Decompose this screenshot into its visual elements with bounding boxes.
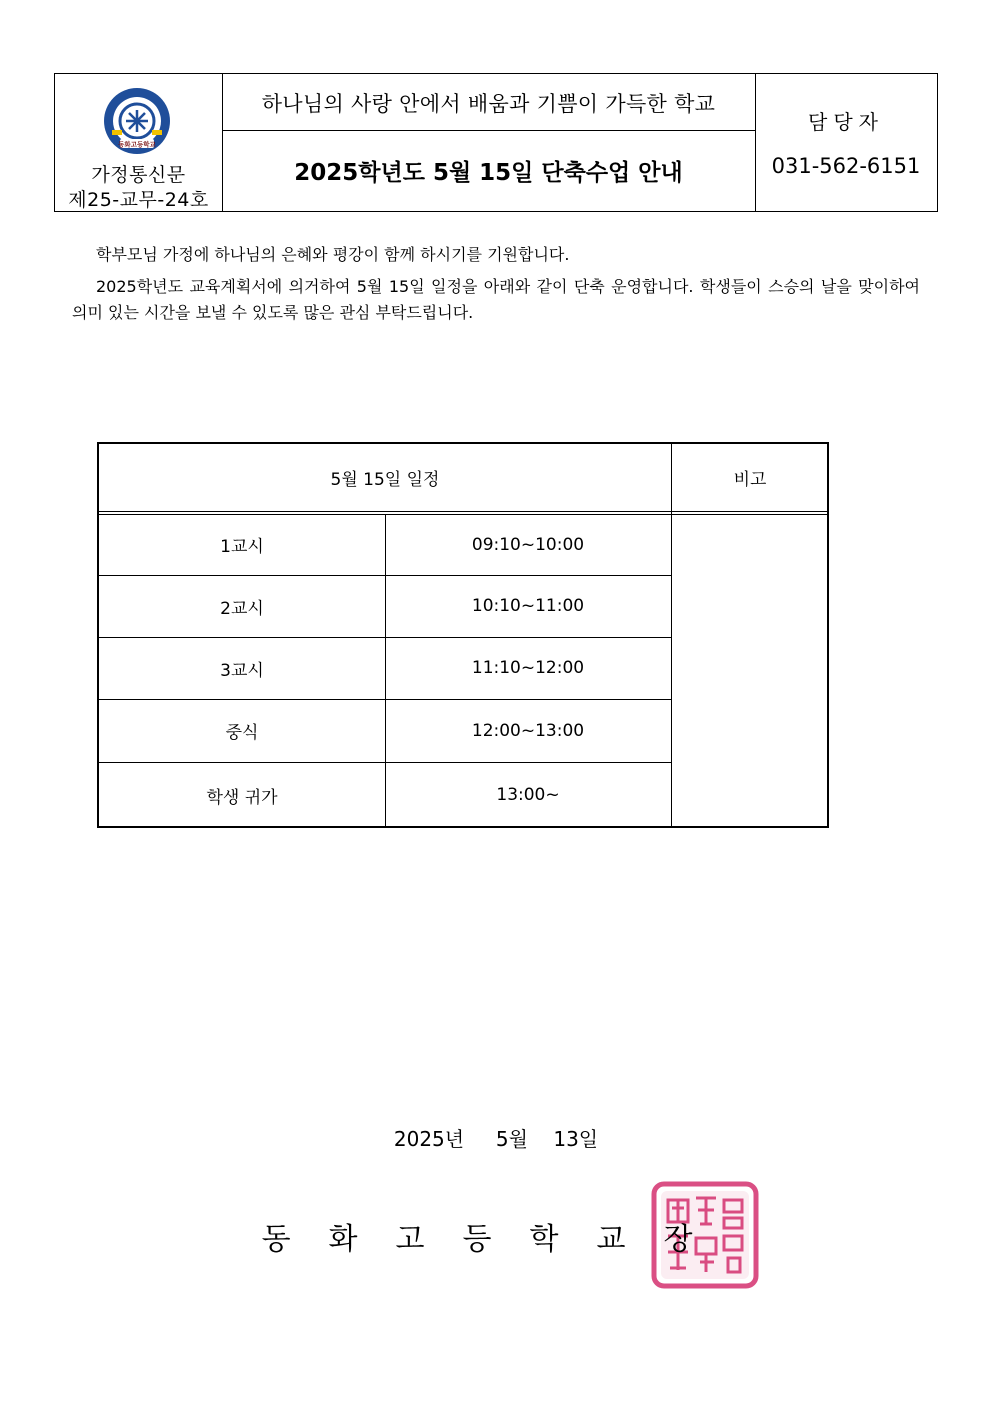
note-header: 비고 (733, 470, 767, 490)
table-row-time: 12:00~13:00 (471, 720, 585, 741)
header-divider (755, 74, 756, 211)
notice-paragraph: 2025학년도 교육계획서에 의거하여 5월 15일 일정을 아래와 같이 단축 운영합니다. 학생들이 스승의 날을 맞이하여 의미 있는 시간을 보낼 수 있도록 많은 관심 부탁드립니다. (72, 277, 920, 322)
table-row-period: 학생 귀가 (206, 787, 278, 808)
doc-type: 가정통신문 (91, 164, 186, 186)
schedule-table (97, 442, 829, 828)
table-row-period: 3교시 (220, 660, 264, 681)
table-row-time: 11:10~12:00 (471, 658, 585, 678)
table-row-period: 1교시 (220, 537, 264, 557)
principal-signature: 동화고등학교장 (261, 1222, 731, 1257)
issue-date: 2025년 5월 13일 (393, 1127, 599, 1151)
contact-phone: 031-562-6151 (771, 154, 921, 178)
table-row-period: 2교시 (220, 598, 264, 619)
table-row-time: 09:10~10:00 (471, 534, 585, 555)
contact-label: 담당자 (808, 110, 884, 134)
school-logo (102, 86, 172, 156)
svg-text:동화고등학교: 동화고등학교 (118, 140, 156, 149)
doc-number: 제25-교무-24호 (68, 189, 209, 211)
greeting-paragraph: 학부모님 가정에 하나님의 은혜와 평강이 함께 하시기를 기원합니다. (96, 245, 570, 264)
table-row-time: 13:00~ (496, 785, 560, 805)
header-divider (222, 130, 755, 131)
schedule-header: 5월 15일 일정 (330, 470, 440, 490)
document-header (54, 73, 938, 212)
table-row-period: 중식 (225, 723, 259, 743)
table-rule (99, 511, 829, 512)
note-cell (671, 514, 829, 828)
table-row-time: 10:10~11:00 (471, 596, 585, 616)
school-motto: 하나님의 사랑 안에서 배움과 기쁨이 가득한 학교 (261, 92, 716, 116)
document-title: 2025학년도 5월 15일 단축수업 안내 (294, 160, 683, 186)
